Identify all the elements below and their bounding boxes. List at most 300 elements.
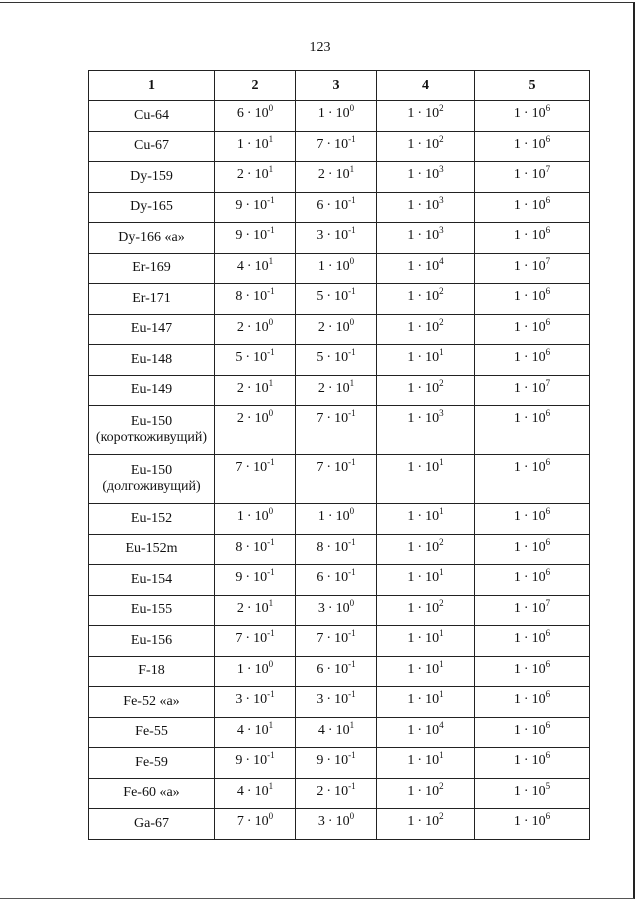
exponent: -1: [348, 780, 356, 791]
exponent: 1: [268, 133, 274, 144]
value-cell-c2: [215, 101, 296, 132]
mantissa: 1: [513, 380, 521, 396]
nuclide-cell: [89, 778, 215, 809]
mantissa: 2: [236, 600, 244, 616]
base-ten: 10: [531, 460, 546, 475]
exponent: -1: [267, 689, 275, 699]
base-ten: 10: [425, 350, 440, 365]
mantissa: 1: [407, 136, 415, 152]
base-ten: 10: [425, 319, 440, 335]
value-cell-c4: [377, 595, 475, 626]
base-ten: 10: [334, 692, 349, 707]
base-ten: 10: [531, 136, 546, 152]
mantissa: 7: [235, 460, 243, 475]
nuclide-cell: [89, 809, 215, 840]
base-ten: 10: [254, 258, 269, 274]
exponent: 1: [439, 567, 444, 577]
mantissa: 1: [513, 783, 521, 799]
multiply-dot: ·: [326, 570, 332, 585]
nuclide-name: Cu-67: [134, 138, 169, 154]
exponent: 6: [545, 750, 551, 760]
base-ten: 10: [425, 289, 440, 304]
table-row: [89, 162, 590, 193]
table-row: [89, 406, 590, 455]
nuclide-cell: [89, 455, 215, 504]
mantissa: 1: [407, 197, 415, 213]
multiply-dot: ·: [417, 319, 423, 335]
value-cell-c3: [296, 406, 377, 455]
mantissa: 9: [316, 753, 324, 768]
table-row: [89, 253, 590, 284]
multiply-dot: ·: [523, 136, 529, 152]
value-cell-c3: [296, 717, 377, 748]
nuclide-name: Fe-52 «а»: [123, 693, 180, 709]
exponent: 6: [545, 689, 551, 699]
multiply-dot: ·: [327, 814, 333, 829]
base-ten: 10: [425, 722, 440, 738]
exponent: 6: [545, 506, 551, 516]
multiply-dot: ·: [246, 661, 252, 677]
multiply-dot: ·: [245, 753, 251, 768]
base-ten: 10: [334, 411, 349, 426]
exponent: 4: [439, 719, 444, 730]
base-ten: 10: [425, 136, 440, 152]
exponent: 7: [545, 377, 551, 388]
multiply-dot: ·: [417, 692, 423, 707]
nuclide-name: Eu-154: [130, 571, 173, 587]
exponent: 6: [545, 133, 551, 144]
mantissa: 5: [316, 289, 324, 304]
multiply-dot: ·: [246, 411, 252, 426]
nuclide-cell: [89, 565, 215, 596]
table-row: [89, 314, 590, 345]
exponent: -1: [267, 194, 275, 205]
value-cell-c5: [475, 192, 590, 223]
value-cell-c3: [296, 565, 377, 596]
exponent: 6: [545, 286, 551, 296]
multiply-dot: ·: [523, 631, 529, 646]
multiply-dot: ·: [246, 722, 252, 738]
nuclide-name: Dy-165: [130, 199, 173, 215]
value-cell-c5: [475, 656, 590, 687]
mantissa: 1: [407, 814, 415, 829]
exponent: 1: [268, 255, 274, 266]
exponent: 1: [268, 164, 274, 174]
table-row: [89, 223, 590, 254]
multiply-dot: ·: [417, 722, 423, 738]
exponent: 1: [268, 719, 274, 730]
base-ten: 10: [334, 661, 349, 677]
exponent: 3: [439, 164, 444, 174]
value-cell-c5: [475, 223, 590, 254]
exponent: 0: [349, 811, 355, 821]
multiply-dot: ·: [417, 380, 423, 396]
mantissa: 7: [235, 631, 243, 646]
base-ten: 10: [254, 722, 269, 738]
multiply-dot: ·: [246, 106, 252, 121]
base-ten: 10: [334, 197, 349, 213]
multiply-dot: ·: [417, 258, 423, 274]
exponent: 1: [439, 750, 444, 760]
multiply-dot: ·: [326, 350, 332, 365]
base-ten: 10: [335, 722, 350, 738]
multiply-dot: ·: [523, 106, 529, 121]
nuclide-name: Er-171: [132, 290, 171, 306]
table-header-row: [89, 71, 590, 101]
value-cell-c3: [296, 253, 377, 284]
multiply-dot: ·: [246, 814, 252, 829]
base-ten: 10: [425, 570, 440, 585]
table-row: [89, 375, 590, 406]
nuclide-name: Er-169: [132, 260, 171, 276]
mantissa: 8: [235, 539, 243, 555]
exponent: 2: [439, 103, 444, 113]
mantissa: 1: [513, 460, 521, 475]
base-ten: 10: [425, 380, 440, 396]
mantissa: 1: [407, 570, 415, 585]
exponent: 4: [439, 255, 444, 266]
multiply-dot: ·: [326, 783, 332, 799]
value-cell-c5: [475, 375, 590, 406]
multiply-dot: ·: [417, 783, 423, 799]
multiply-dot: ·: [523, 509, 529, 524]
mantissa: 9: [235, 197, 243, 213]
mantissa: 1: [513, 167, 521, 182]
base-ten: 10: [531, 661, 546, 677]
mantissa: 1: [236, 661, 244, 677]
multiply-dot: ·: [523, 814, 529, 829]
mantissa: 1: [407, 289, 415, 304]
value-cell-c5: [475, 748, 590, 779]
nuclide-note: (долгоживущий): [102, 479, 201, 494]
base-ten: 10: [254, 509, 269, 524]
multiply-dot: ·: [417, 289, 423, 304]
value-cell-c3: [296, 162, 377, 193]
base-ten: 10: [425, 539, 440, 555]
exponent: 7: [545, 255, 551, 266]
multiply-dot: ·: [326, 136, 332, 152]
base-ten: 10: [254, 783, 269, 799]
mantissa: 1: [407, 692, 415, 707]
multiply-dot: ·: [245, 631, 251, 646]
exponent: -1: [348, 286, 356, 296]
multiply-dot: ·: [327, 380, 333, 396]
exponent: 1: [439, 628, 444, 638]
multiply-dot: ·: [326, 661, 332, 677]
nuclide-cell: [89, 717, 215, 748]
multiply-dot: ·: [523, 289, 529, 304]
mantissa: 8: [235, 289, 243, 304]
exponent: -1: [348, 457, 356, 467]
exponent: 6: [545, 719, 551, 730]
exponent: 2: [439, 133, 444, 144]
base-ten: 10: [531, 509, 546, 524]
value-cell-c3: [296, 101, 377, 132]
exponent: 0: [268, 811, 274, 821]
mantissa: 7: [316, 631, 324, 646]
value-cell-c2: [215, 455, 296, 504]
multiply-dot: ·: [417, 661, 423, 677]
value-cell-c4: [377, 809, 475, 840]
nuclide-cell: [89, 192, 215, 223]
base-ten: 10: [531, 600, 546, 616]
base-ten: 10: [531, 258, 546, 274]
multiply-dot: ·: [246, 380, 252, 396]
base-ten: 10: [253, 197, 268, 213]
value-cell-c5: [475, 455, 590, 504]
value-cell-c3: [296, 192, 377, 223]
page-number: 123: [309, 40, 331, 55]
base-ten: 10: [334, 460, 349, 475]
exponent: 5: [545, 780, 551, 791]
multiply-dot: ·: [246, 319, 252, 335]
exponent: 2: [439, 597, 444, 608]
base-ten: 10: [253, 539, 268, 555]
exponent: 6: [545, 103, 551, 113]
value-cell-c4: [377, 223, 475, 254]
multiply-dot: ·: [327, 509, 333, 524]
mantissa: 6: [316, 570, 324, 585]
nuclide-table: [88, 70, 590, 840]
mantissa: 1: [513, 631, 521, 646]
value-cell-c3: [296, 809, 377, 840]
exponent: 1: [439, 658, 444, 669]
nuclide-cell: [89, 253, 215, 284]
table-row: [89, 101, 590, 132]
mantissa: 2: [316, 783, 324, 799]
exponent: 0: [349, 255, 355, 266]
mantissa: 4: [317, 722, 325, 738]
value-cell-c5: [475, 595, 590, 626]
exponent: -1: [348, 628, 356, 638]
value-cell-c3: [296, 284, 377, 315]
mantissa: 3: [317, 600, 325, 616]
exponent: -1: [348, 567, 356, 577]
exponent: 1: [439, 506, 444, 516]
multiply-dot: ·: [523, 753, 529, 768]
table-row: [89, 455, 590, 504]
mantissa: 1: [513, 197, 521, 213]
multiply-dot: ·: [523, 380, 529, 396]
multiply-dot: ·: [246, 167, 252, 182]
multiply-dot: ·: [327, 258, 333, 274]
base-ten: 10: [253, 692, 268, 707]
nuclide-name: Eu-152m: [125, 541, 178, 557]
exponent: -1: [267, 286, 275, 296]
multiply-dot: ·: [417, 350, 423, 365]
multiply-dot: ·: [326, 692, 332, 707]
exponent: 7: [545, 597, 551, 608]
exponent: -1: [267, 536, 275, 547]
value-cell-c2: [215, 375, 296, 406]
mantissa: 7: [316, 411, 324, 426]
exponent: 6: [545, 225, 551, 235]
table-row: [89, 565, 590, 596]
value-cell-c5: [475, 345, 590, 376]
table-row: [89, 504, 590, 535]
mantissa: 1: [513, 228, 521, 243]
value-cell-c5: [475, 253, 590, 284]
multiply-dot: ·: [523, 692, 529, 707]
value-cell-c2: [215, 809, 296, 840]
value-cell-c3: [296, 345, 377, 376]
mantissa: 1: [407, 460, 415, 475]
value-cell-c4: [377, 253, 475, 284]
nuclide-name: Fe-59: [135, 754, 168, 770]
mantissa: 2: [236, 411, 244, 426]
value-cell-c3: [296, 504, 377, 535]
base-ten: 10: [531, 319, 546, 335]
base-ten: 10: [334, 289, 349, 304]
exponent: 1: [439, 347, 444, 357]
value-cell-c4: [377, 565, 475, 596]
value-cell-c2: [215, 687, 296, 718]
mantissa: 4: [236, 258, 244, 274]
multiply-dot: ·: [327, 722, 333, 738]
exponent: 7: [545, 164, 551, 174]
table-row: [89, 717, 590, 748]
multiply-dot: ·: [417, 228, 423, 243]
base-ten: 10: [335, 167, 350, 182]
value-cell-c4: [377, 131, 475, 162]
value-cell-c3: [296, 314, 377, 345]
base-ten: 10: [531, 631, 546, 646]
exponent: -1: [348, 194, 356, 205]
exponent: 1: [439, 457, 444, 467]
column-header: 3: [296, 71, 377, 101]
mantissa: 1: [513, 136, 521, 152]
exponent: 0: [268, 658, 274, 669]
exponent: -1: [348, 750, 356, 760]
value-cell-c2: [215, 406, 296, 455]
base-ten: 10: [254, 411, 269, 426]
mantissa: 1: [513, 661, 521, 677]
mantissa: 1: [513, 600, 521, 616]
exponent: 6: [545, 408, 551, 418]
value-cell-c4: [377, 284, 475, 315]
exponent: -1: [348, 133, 356, 144]
multiply-dot: ·: [326, 753, 332, 768]
exponent: 3: [439, 194, 444, 205]
multiply-dot: ·: [523, 319, 529, 335]
base-ten: 10: [531, 570, 546, 585]
mantissa: 1: [407, 661, 415, 677]
value-cell-c2: [215, 565, 296, 596]
nuclide-name: Dy-166 «а»: [118, 229, 185, 245]
base-ten: 10: [531, 197, 546, 213]
value-cell-c4: [377, 406, 475, 455]
exponent: -1: [348, 689, 356, 699]
value-cell-c5: [475, 101, 590, 132]
exponent: -1: [348, 347, 356, 357]
value-cell-c4: [377, 687, 475, 718]
multiply-dot: ·: [326, 460, 332, 475]
base-ten: 10: [334, 136, 349, 152]
nuclide-name: F-18: [138, 663, 165, 679]
base-ten: 10: [334, 350, 349, 365]
multiply-dot: ·: [245, 570, 251, 585]
value-cell-c4: [377, 192, 475, 223]
nuclide-note: (короткоживущий): [95, 430, 208, 445]
exponent: 3: [439, 408, 444, 418]
value-cell-c2: [215, 192, 296, 223]
multiply-dot: ·: [417, 814, 423, 829]
table-row: [89, 809, 590, 840]
multiply-dot: ·: [246, 783, 252, 799]
mantissa: 1: [513, 570, 521, 585]
base-ten: 10: [253, 460, 268, 475]
nuclide-name: Ga-67: [134, 815, 169, 831]
value-cell-c2: [215, 131, 296, 162]
nuclide-cell: [89, 534, 215, 565]
base-ten: 10: [335, 319, 350, 335]
exponent: 2: [439, 286, 444, 296]
base-ten: 10: [531, 753, 546, 768]
base-ten: 10: [531, 167, 546, 182]
nuclide-cell: [89, 375, 215, 406]
nuclide-cell: [89, 314, 215, 345]
nuclide-name: Fe-55: [135, 724, 168, 740]
nuclide-name: Cu-64: [134, 107, 169, 123]
nuclide-cell: [89, 162, 215, 193]
base-ten: 10: [425, 509, 440, 524]
base-ten: 10: [254, 600, 269, 616]
exponent: -1: [348, 536, 356, 547]
value-cell-c3: [296, 687, 377, 718]
mantissa: 1: [407, 600, 415, 616]
base-ten: 10: [425, 661, 440, 677]
multiply-dot: ·: [417, 106, 423, 121]
multiply-dot: ·: [417, 460, 423, 475]
multiply-dot: ·: [417, 753, 423, 768]
exponent: 1: [268, 377, 274, 388]
exponent: 0: [349, 597, 355, 608]
value-cell-c4: [377, 748, 475, 779]
exponent: 0: [349, 103, 355, 113]
base-ten: 10: [531, 380, 546, 396]
exponent: 0: [268, 316, 274, 327]
base-ten: 10: [253, 228, 268, 243]
multiply-dot: ·: [327, 106, 333, 121]
mantissa: 1: [407, 783, 415, 799]
mantissa: 1: [513, 411, 521, 426]
base-ten: 10: [254, 319, 269, 335]
mantissa: 5: [316, 350, 324, 365]
multiply-dot: ·: [417, 136, 423, 152]
mantissa: 2: [317, 380, 325, 396]
exponent: 6: [545, 567, 551, 577]
exponent: 2: [439, 316, 444, 327]
exponent: 0: [349, 316, 355, 327]
multiply-dot: ·: [523, 661, 529, 677]
exponent: 1: [349, 164, 355, 174]
nuclide-cell: [89, 284, 215, 315]
mantissa: 7: [236, 814, 244, 829]
mantissa: 1: [317, 106, 325, 121]
multiply-dot: ·: [417, 539, 423, 555]
multiply-dot: ·: [523, 570, 529, 585]
multiply-dot: ·: [246, 136, 252, 152]
column-header: 5: [475, 71, 590, 101]
mantissa: 1: [407, 631, 415, 646]
mantissa: 1: [513, 289, 521, 304]
base-ten: 10: [253, 289, 268, 304]
value-cell-c5: [475, 504, 590, 535]
base-ten: 10: [254, 167, 269, 182]
value-cell-c4: [377, 626, 475, 657]
value-cell-c3: [296, 534, 377, 565]
multiply-dot: ·: [523, 600, 529, 616]
